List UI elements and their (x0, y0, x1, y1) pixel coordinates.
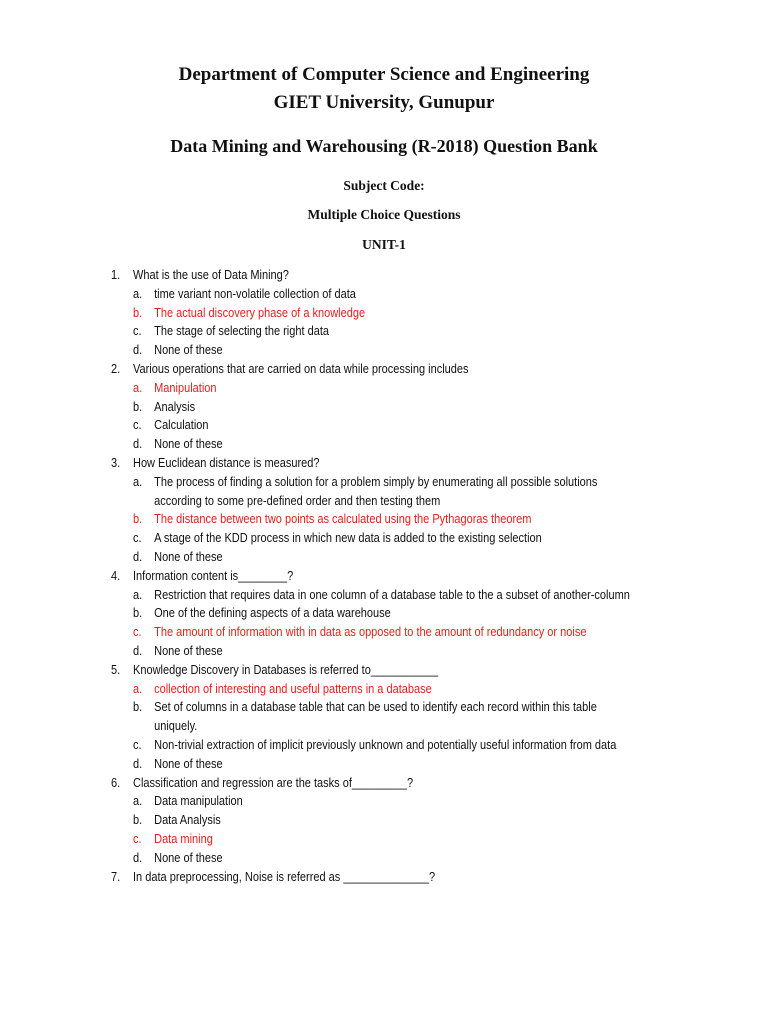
option-text: Analysis (154, 399, 196, 414)
option-text: collection of interesting and useful patterns in a database (154, 681, 432, 696)
option-text: One of the defining aspects of a data warehouse (154, 606, 391, 621)
answer-option (133, 811, 639, 830)
option-letter: d. (133, 756, 143, 771)
answer-option (133, 473, 639, 511)
option-text: Non-trivial extraction of implicit previously unknown and potentially useful information from data (154, 737, 617, 752)
option-text: None of these (154, 549, 223, 564)
option-letter: b. (133, 305, 143, 320)
option-letter: a. (133, 587, 143, 602)
question-row (111, 360, 639, 379)
question-item (111, 360, 639, 454)
question-list (111, 266, 639, 886)
question-row (111, 868, 639, 887)
option-text: Data Analysis (154, 813, 221, 828)
option-letter: c. (133, 737, 142, 752)
option-list (133, 379, 639, 454)
option-text: Data mining (154, 831, 213, 846)
option-letter: c. (133, 531, 142, 546)
answer-option (133, 736, 639, 755)
option-letter: a. (133, 794, 143, 809)
subject-code: Subject Code: (343, 178, 425, 193)
correct-answer-option (133, 830, 639, 849)
correct-answer-option (133, 510, 639, 529)
correct-answer-option (133, 304, 639, 323)
option-letter: c. (133, 625, 142, 640)
option-text: Restriction that requires data in one column of a database table to the a subset of another-column (154, 587, 630, 602)
question-number: 7. (111, 869, 121, 884)
option-text: The process of finding a solution for a problem simply by enumerating all possible solutions according to some pre-defined order and then testing them (154, 474, 598, 508)
option-text: Data manipulation (154, 794, 243, 809)
question-number: 6. (111, 775, 121, 790)
option-list (133, 680, 639, 774)
university-heading: GIET University, Gunupur (273, 92, 495, 113)
option-letter: c. (133, 831, 142, 846)
option-letter: a. (133, 681, 143, 696)
question-row (111, 661, 639, 680)
course-title: Data Mining and Warehousing (R-2018) Question Bank (170, 136, 598, 156)
question-number: 1. (111, 268, 121, 282)
question-number: 3. (111, 455, 121, 470)
option-text: None of these (154, 756, 223, 771)
option-list (133, 285, 639, 360)
option-text: Set of columns in a database table that can be used to identify each record within this table uniquely. (154, 700, 597, 734)
correct-answer-option (133, 379, 639, 398)
question-text: Various operations that are carried on data while processing includes (133, 361, 469, 376)
department-heading: Department of Computer Science and Engineering (178, 64, 590, 85)
question-row (111, 266, 639, 285)
answer-option (133, 698, 639, 736)
answer-option (133, 322, 639, 341)
question-number: 4. (111, 568, 121, 583)
answer-option (133, 548, 639, 567)
option-text: Manipulation (154, 380, 217, 395)
question-number: 5. (111, 662, 121, 677)
question-row (111, 567, 639, 586)
option-letter: b. (133, 813, 143, 828)
option-text: None of these (154, 850, 223, 865)
answer-option (133, 416, 639, 435)
option-text: The stage of selecting the right data (154, 324, 330, 339)
option-text: None of these (154, 643, 223, 658)
question-text: Classification and regression are the tasks of_________? (133, 775, 414, 790)
option-letter: d. (133, 437, 143, 452)
option-letter: b. (133, 399, 143, 414)
question-item (111, 661, 639, 774)
option-letter: c. (133, 418, 142, 433)
option-letter: c. (133, 324, 142, 339)
option-letter: b. (133, 512, 143, 527)
option-text: The distance between two points as calculated using the Pythagoras theorem (154, 512, 532, 527)
option-list (133, 473, 639, 567)
question-text: Information content is________? (133, 568, 294, 583)
option-letter: d. (133, 549, 143, 564)
question-item (111, 868, 639, 887)
option-text: A stage of the KDD process in which new data is added to the existing selection (154, 531, 542, 546)
answer-option (133, 604, 639, 623)
question-item (111, 266, 639, 360)
question-text: How Euclidean distance is measured? (133, 455, 320, 470)
option-text: time variant non-volatile collection of data (154, 286, 356, 301)
option-letter: d. (133, 643, 143, 658)
question-text: What is the use of Data Mining? (133, 268, 289, 282)
option-list (133, 586, 639, 661)
option-letter: d. (133, 343, 143, 358)
option-letter: d. (133, 850, 143, 865)
answer-option (133, 285, 639, 304)
answer-option (133, 755, 639, 774)
question-item (111, 774, 639, 868)
correct-answer-option (133, 680, 639, 699)
question-text: In data preprocessing, Noise is referred as ______________? (133, 869, 436, 884)
option-letter: b. (133, 606, 143, 621)
option-text: Calculation (154, 418, 209, 433)
answer-option (133, 529, 639, 548)
question-item (111, 567, 639, 661)
option-text: The amount of information with in data as opposed to the amount of redundancy or noise (154, 625, 587, 640)
question-row (111, 454, 639, 473)
correct-answer-option (133, 623, 639, 642)
option-letter: a. (133, 380, 143, 395)
question-item (111, 454, 639, 567)
unit-heading: UNIT-1 (362, 237, 406, 252)
option-text: The actual discovery phase of a knowledge (154, 305, 366, 320)
answer-option (133, 341, 639, 360)
section-title: Multiple Choice Questions (307, 207, 461, 222)
question-number: 2. (111, 361, 121, 376)
answer-option (133, 435, 639, 454)
answer-option (133, 792, 639, 811)
question-text: Knowledge Discovery in Databases is referred to___________ (133, 662, 439, 677)
question-row (111, 774, 639, 793)
answer-option (133, 849, 639, 868)
answer-option (133, 642, 639, 661)
answer-option (133, 398, 639, 417)
option-letter: a. (133, 286, 143, 301)
option-text: None of these (154, 343, 223, 358)
option-letter: b. (133, 700, 143, 715)
answer-option (133, 586, 639, 605)
option-list (133, 792, 639, 867)
option-letter: a. (133, 474, 143, 489)
option-text: None of these (154, 437, 223, 452)
